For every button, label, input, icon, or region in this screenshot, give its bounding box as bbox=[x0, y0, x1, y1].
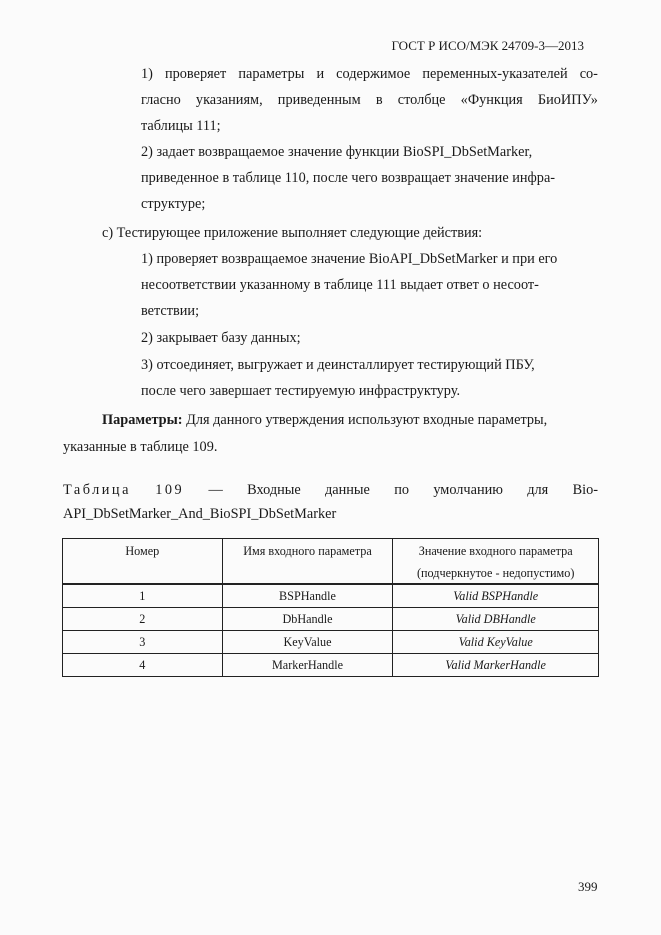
text-line: указанные в таблице 109. bbox=[63, 439, 218, 455]
header-param-name: Имя входного параметра bbox=[222, 539, 393, 585]
caption-word: — bbox=[208, 482, 223, 498]
caption-word: Таблица bbox=[63, 482, 131, 498]
text-line: 2) задает возвращаемое значение функции BioSPI_DbSetMarker, bbox=[141, 144, 533, 160]
page-number: 399 bbox=[578, 879, 598, 894]
text-line: таблицы 111; bbox=[141, 118, 221, 134]
table-row bbox=[63, 584, 599, 608]
caption-word: Bio- bbox=[572, 482, 598, 498]
table-row bbox=[63, 654, 599, 677]
text-line bbox=[102, 412, 547, 429]
cell-param-value: Valid DBHandle bbox=[393, 608, 599, 631]
caption-word: данные bbox=[325, 482, 370, 498]
text-line: 1) проверяет возвращаемое значение BioAPI_DbSetMarker и при его bbox=[141, 251, 558, 267]
table-caption bbox=[63, 482, 598, 523]
header-param-value: Значение входного параметра (подчеркнутое - недопустимо) bbox=[393, 539, 599, 585]
standard-header: ГОСТ Р ИСО/МЭК 24709-3—2013 bbox=[391, 38, 584, 53]
text-line: ветствии; bbox=[141, 303, 200, 319]
cell-number: 1 bbox=[63, 584, 223, 608]
params-text: Для данного утверждения используют входные параметры, bbox=[182, 412, 548, 428]
text-line: приведенное в таблице 110, после чего возвращает значение инфра- bbox=[141, 170, 556, 186]
cell-param-name: KeyValue bbox=[222, 631, 393, 654]
caption-word: умолчанию bbox=[433, 482, 503, 498]
table-header-row bbox=[63, 539, 599, 585]
cell-param-name: DbHandle bbox=[222, 608, 393, 631]
caption-word: для bbox=[527, 482, 549, 498]
text-line: несоответствии указанному в таблице 111 выдает ответ о несоот- bbox=[141, 277, 539, 293]
text-line: 3) отсоединяет, выгружает и деинсталлирует тестирующий ПБУ, bbox=[141, 357, 535, 373]
params-table bbox=[62, 538, 599, 677]
cell-number: 3 bbox=[63, 631, 223, 654]
caption-line-2: API_DbSetMarker_And_BioSPI_DbSetMarker bbox=[63, 506, 337, 522]
text-line: 1) проверяет параметры и содержимое переменных-указателей со- bbox=[141, 66, 598, 82]
cell-param-value: Valid MarkerHandle bbox=[393, 654, 599, 677]
caption-word: 109 bbox=[155, 482, 185, 498]
text-line: структуре; bbox=[141, 196, 206, 212]
caption-line-1 bbox=[63, 482, 598, 499]
params-label: Параметры: bbox=[102, 412, 183, 428]
caption-word: Входные bbox=[247, 482, 301, 498]
text-line: после чего завершает тестируемую инфраструктуру. bbox=[141, 383, 461, 399]
text-line: гласно указаниям, приведенным в столбце «Функция БиоИПУ» bbox=[141, 92, 598, 108]
table-row bbox=[63, 631, 599, 654]
cell-param-value: Valid KeyValue bbox=[393, 631, 599, 654]
cell-param-name: BSPHandle bbox=[222, 584, 393, 608]
cell-number: 4 bbox=[63, 654, 223, 677]
text-line: с) Тестирующее приложение выполняет следующие действия: bbox=[102, 225, 483, 241]
cell-param-value: Valid BSPHandle bbox=[393, 584, 599, 608]
table-row bbox=[63, 608, 599, 631]
cell-number: 2 bbox=[63, 608, 223, 631]
header-number: Номер bbox=[63, 539, 223, 585]
cell-param-name: MarkerHandle bbox=[222, 654, 393, 677]
caption-word: по bbox=[394, 482, 410, 498]
text-line: 2) закрывает базу данных; bbox=[141, 330, 301, 346]
